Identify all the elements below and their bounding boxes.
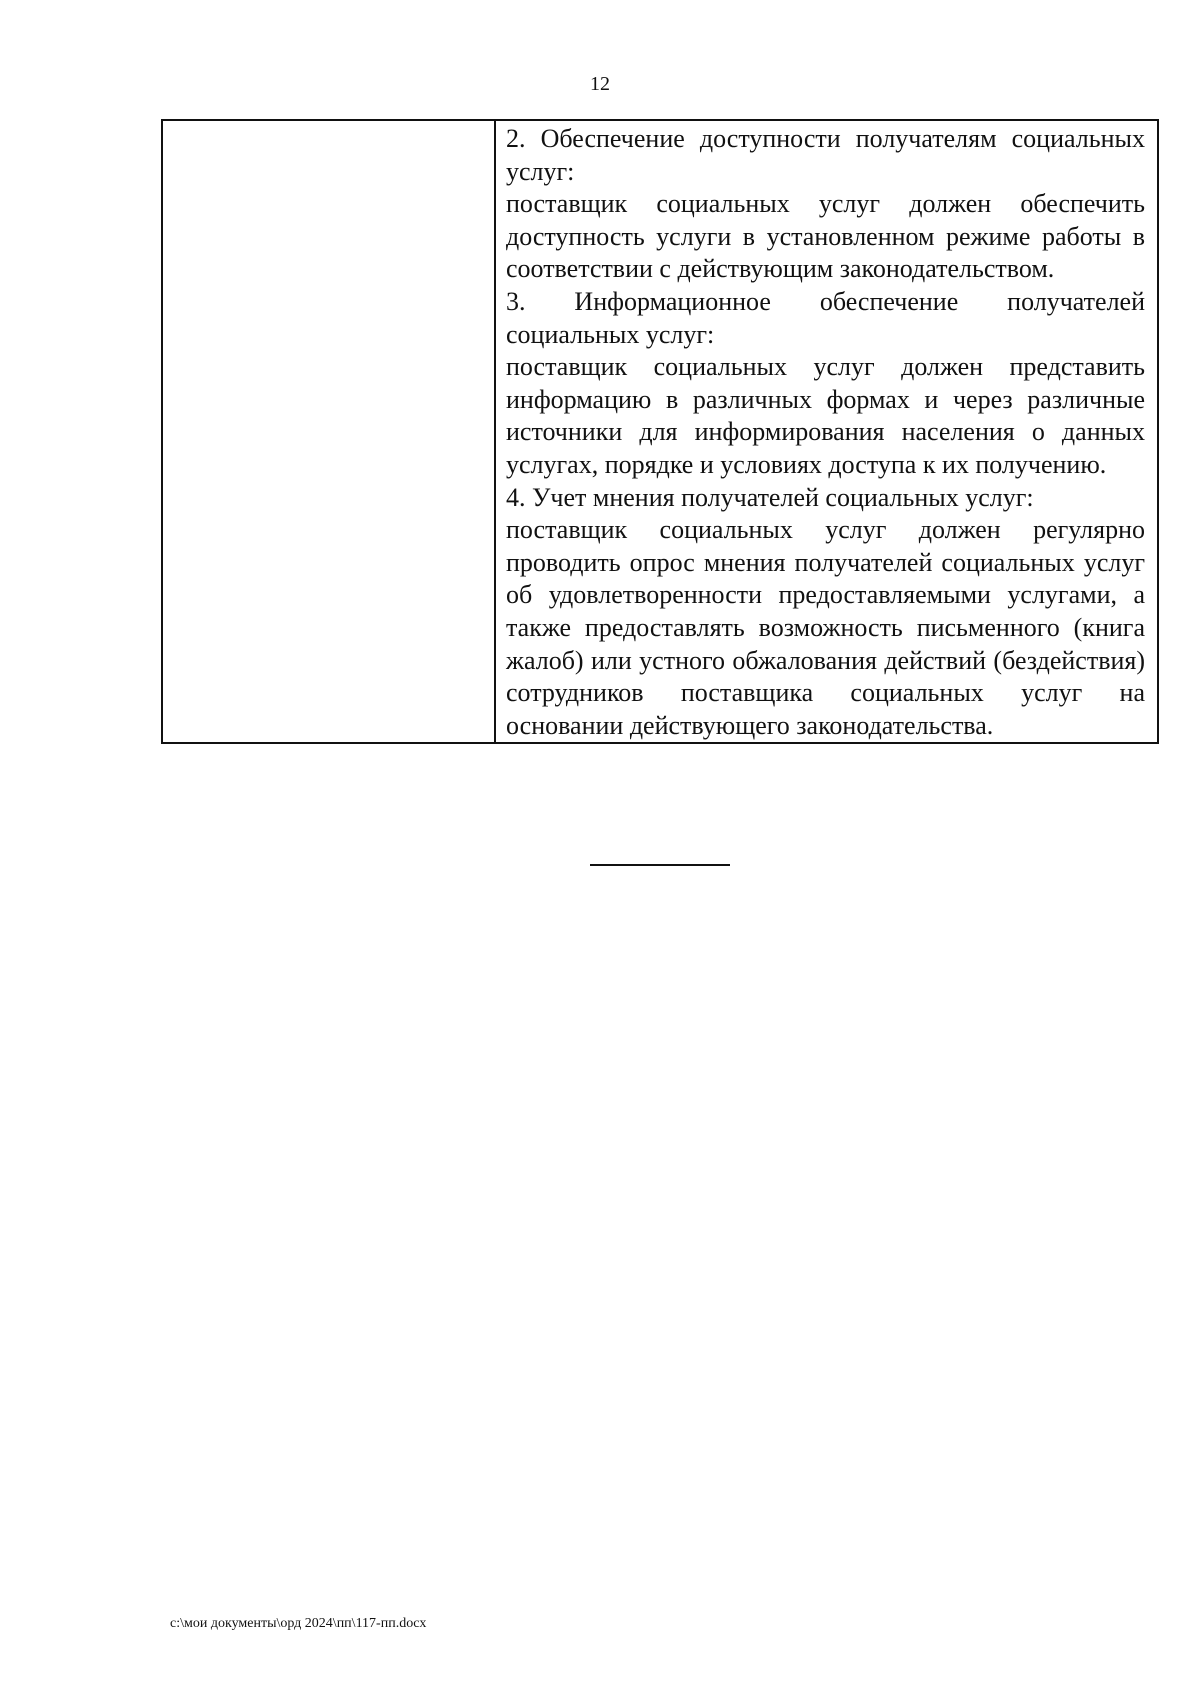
table-cell-right xyxy=(495,120,1158,743)
paragraph-information-body: поставщик социальных услуг должен представить информацию в различных формах и через различные источники для информирования населения о данных услугах, порядке и условиях доступа к их получению. xyxy=(506,352,1145,479)
table-row xyxy=(162,120,1158,743)
requirements-table xyxy=(161,119,1159,744)
cell-text xyxy=(496,121,1157,742)
end-rule-divider xyxy=(590,864,730,866)
table-cell-left xyxy=(162,120,495,743)
paragraph-feedback-heading: 4. Учет мнения получателей социальных услуг: xyxy=(506,482,1034,512)
paragraph-availability-body: поставщик социальных услуг должен обеспечить доступность услуги в установленном режиме работы в соответствии с действующим законодательством. xyxy=(506,189,1145,284)
paragraph-availability-heading: 2. Обеспечение доступности получателям социальных услуг: xyxy=(506,124,1145,186)
paragraph-information-heading: 3. Информационное обеспечение получателей социальных услуг: xyxy=(506,286,1145,349)
footer-file-path: c:\мои документы\орд 2024\пп\117-пп.docx xyxy=(170,1616,427,1631)
page-number: 12 xyxy=(590,73,610,95)
paragraph-feedback-body: поставщик социальных услуг должен регулярно проводить опрос мнения получателей социальных услуг об удовлетворенности предоставляемыми услугами, а также предоставлять возможность письменного (книга жалоб) или устного обжалования действий (бездействия) сотрудников поставщика социальных услуг на основании действующего законодательства. xyxy=(506,515,1145,740)
